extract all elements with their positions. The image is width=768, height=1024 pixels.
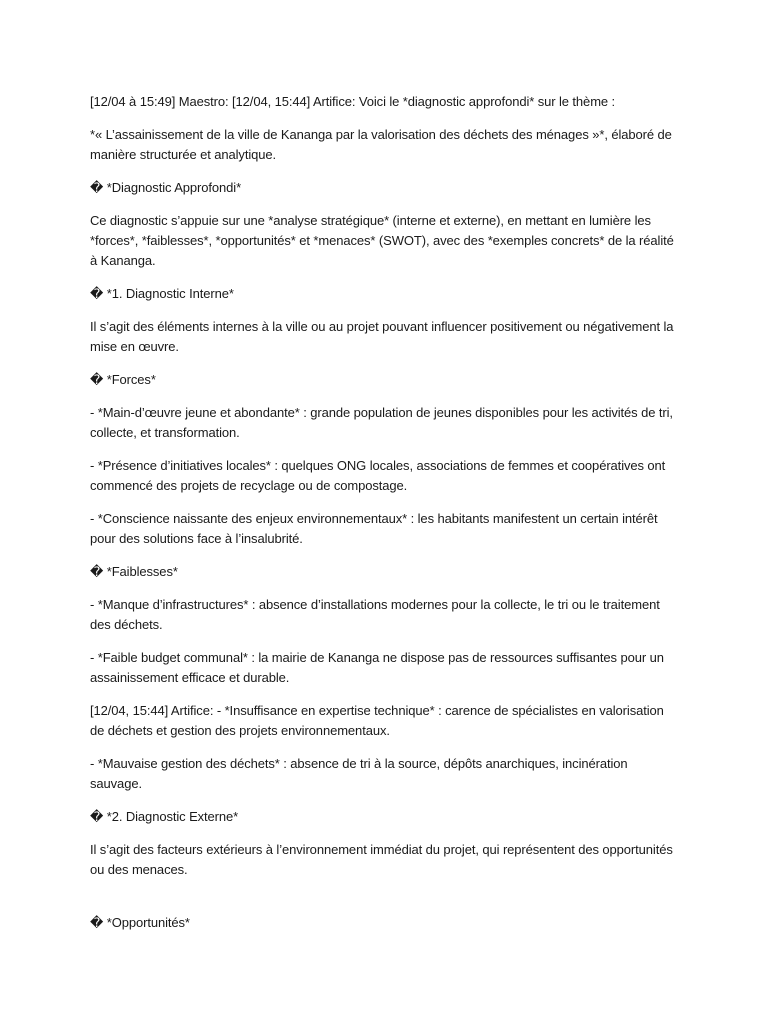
subheading-opportunities: � *Opportunités* bbox=[90, 915, 190, 930]
document-page bbox=[90, 92, 680, 946]
internal-description: Il s’agit des éléments internes à la ville ou au projet pouvant influencer positivement ou négativement la mise en œuvre. bbox=[90, 319, 674, 354]
section-heading-internal: � *1. Diagnostic Interne* bbox=[90, 286, 234, 301]
theme-statement: *« L’assainissement de la ville de Kananga par la valorisation des déchets des ménages »*, élaboré de manière structurée et analytique. bbox=[90, 127, 672, 162]
chat-header-line: [12/04 à 15:49] Maestro: [12/04, 15:44] Artifice: Voici le *diagnostic approfondi* sur le thème : bbox=[90, 94, 616, 109]
strength-item: - *Présence d’initiatives locales* : quelques ONG locales, associations de femmes et coopératives ont commencé des projets de recyclage ou de compostage. bbox=[90, 458, 666, 493]
subheading-strengths: � *Forces* bbox=[90, 372, 156, 387]
intro-paragraph: Ce diagnostic s’appuie sur une *analyse stratégique* (interne et externe), en mettant en lumière les *forces*, *faiblesses*, *opportunités* et *menaces* (SWOT), avec des *exemples concrets* de la réalité à Kananga. bbox=[90, 213, 674, 268]
strength-item: - *Main-d’œuvre jeune et abondante* : grande population de jeunes disponibles pour les activités de tri, collecte, et transformation. bbox=[90, 405, 673, 440]
strength-item: - *Conscience naissante des enjeux environnementaux* : les habitants manifestent un certain intérêt pour des solutions face à l’insalubrité. bbox=[90, 511, 658, 546]
section-heading-diagnostic: � *Diagnostic Approfondi* bbox=[90, 180, 242, 195]
weakness-item: [12/04, 15:44] Artifice: - *Insuffisance en expertise technique* : carence de spécialistes en valorisation de déchets et gestion des projets environnementaux. bbox=[90, 703, 664, 738]
weakness-item: - *Mauvaise gestion des déchets* : absence de tri à la source, dépôts anarchiques, incinération sauvage. bbox=[90, 756, 628, 791]
external-description: Il s’agit des facteurs extérieurs à l’environnement immédiat du projet, qui représentent des opportunités ou des menaces. bbox=[90, 842, 673, 877]
weakness-item: - *Manque d’infrastructures* : absence d’installations modernes pour la collecte, le tri ou le traitement des déchets. bbox=[90, 597, 660, 632]
weakness-item: - *Faible budget communal* : la mairie de Kananga ne dispose pas de ressources suffisantes pour un assainissement efficace et durable. bbox=[90, 650, 664, 685]
section-heading-external: � *2. Diagnostic Externe* bbox=[90, 809, 239, 824]
subheading-weaknesses: � *Faiblesses* bbox=[90, 564, 178, 579]
